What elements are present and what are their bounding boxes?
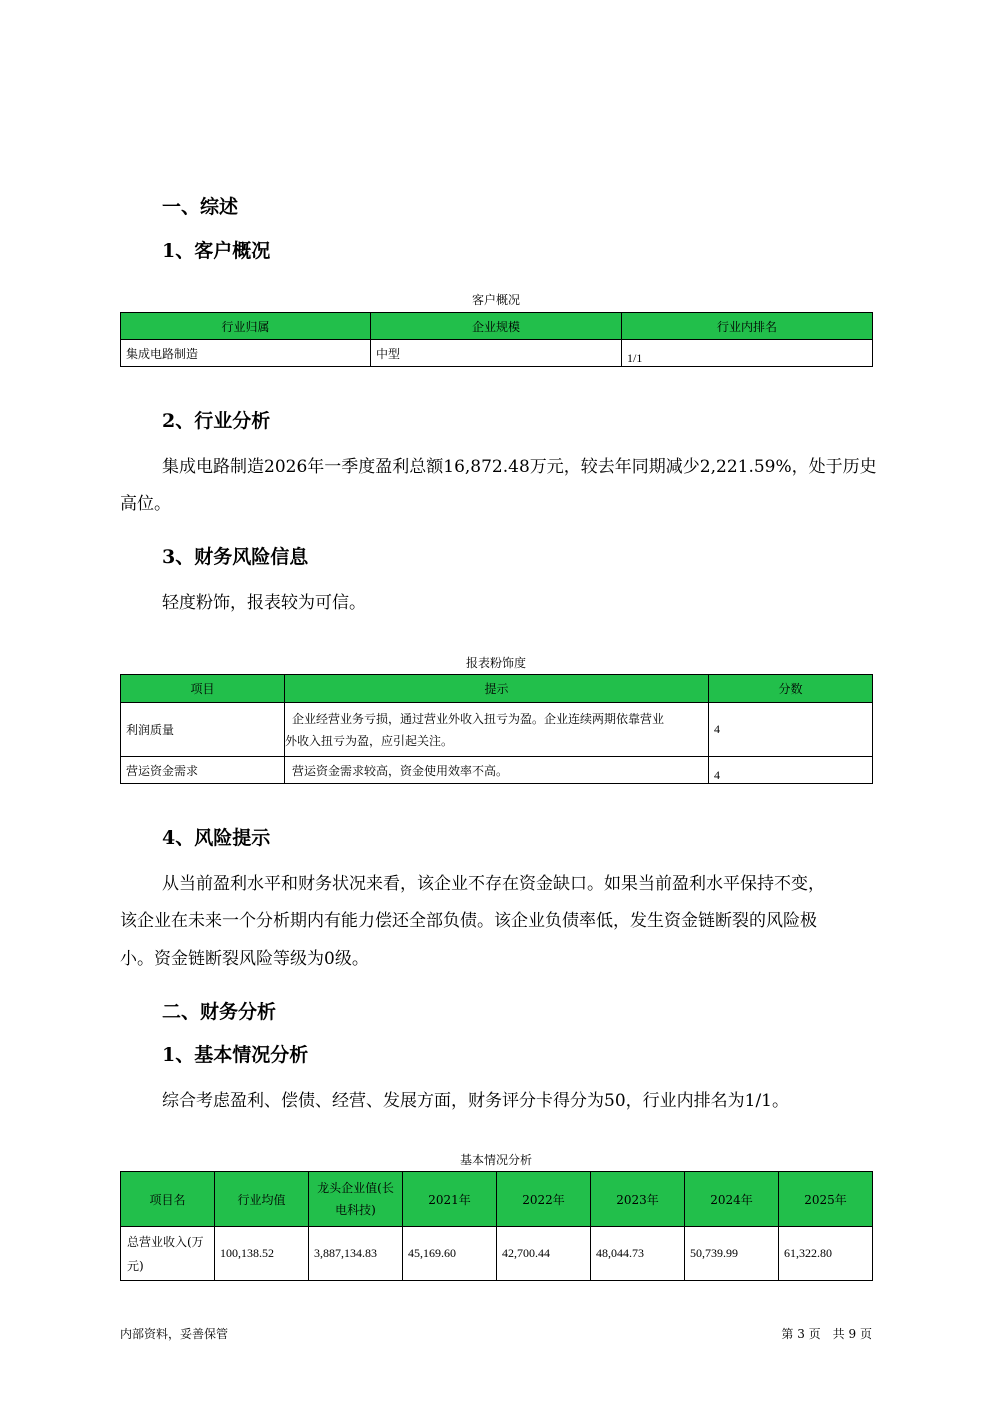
cell-rank: 1/1 xyxy=(622,340,873,367)
table-header-row xyxy=(121,1172,873,1227)
section-heading-overview: 一、综述 xyxy=(162,196,239,218)
section-heading-financial-analysis: 二、财务分析 xyxy=(162,1001,277,1023)
cell-value: 48,044.73 xyxy=(591,1227,685,1281)
table-caption-customer: 客户概况 xyxy=(471,293,520,307)
financial-risk-text: 轻度粉饰，报表较为可信。 xyxy=(162,593,366,613)
header-industry: 行业归属 xyxy=(121,313,371,340)
header-year: 2021年 xyxy=(403,1172,497,1227)
header-hint: 提示 xyxy=(285,675,709,703)
cell-value: 61,322.80 xyxy=(779,1227,873,1281)
header-score: 分数 xyxy=(709,675,873,703)
cell-score: 4 xyxy=(709,703,873,757)
subheading-customer-overview: 1、客户概况 xyxy=(162,240,271,262)
cell-item: 营运资金需求 xyxy=(121,757,285,784)
hint-line-2: 外收入扭亏为盈，应引起关注。 xyxy=(285,733,454,748)
customer-overview-table xyxy=(120,312,873,367)
cell-name: 总营业收入(万元) xyxy=(121,1227,215,1281)
cell-value: 45,169.60 xyxy=(403,1227,497,1281)
header-rank: 行业内排名 xyxy=(622,313,873,340)
table-row xyxy=(121,757,873,784)
industry-analysis-line2: 高位。 xyxy=(120,494,171,514)
header-item: 项目 xyxy=(121,675,285,703)
subheading-risk-warning: 4、风险提示 xyxy=(162,827,271,849)
cell-hint xyxy=(285,703,709,757)
table-header-row xyxy=(121,313,873,340)
table-caption-basic: 基本情况分析 xyxy=(459,1153,532,1167)
table-row xyxy=(121,1227,873,1281)
header-year: 2025年 xyxy=(779,1172,873,1227)
risk-warning-line3: 小。资金链断裂风险等级为0级。 xyxy=(120,949,369,969)
header-name: 项目名 xyxy=(121,1172,215,1227)
risk-warning-line2: 该企业在未来一个分析期内有能力偿还全部负债。该企业负债率低，发生资金链断裂的风险极 xyxy=(120,911,817,931)
subheading-basic-analysis: 1、基本情况分析 xyxy=(162,1044,309,1066)
basic-analysis-text: 综合考虑盈利、偿债、经营、发展方面，财务评分卡得分为50，行业内排名为1/1。 xyxy=(162,1091,789,1111)
table-row xyxy=(121,340,873,367)
header-industry-avg: 行业均值 xyxy=(215,1172,309,1227)
cell-scale: 中型 xyxy=(371,340,622,367)
table-caption-whitewash: 报表粉饰度 xyxy=(465,656,526,670)
table-row xyxy=(121,703,873,757)
page-total: 9 xyxy=(848,1327,857,1341)
hint-line-1: 企业经营业务亏损，通过营业外收入扭亏为盈。企业连续两期依靠营业 xyxy=(292,711,665,726)
cell-value: 3,887,134.83 xyxy=(309,1227,403,1281)
cell-value: 50,739.99 xyxy=(685,1227,779,1281)
basic-analysis-table xyxy=(120,1171,873,1281)
header-scale: 企业规模 xyxy=(371,313,622,340)
page-label-suffix: 页 xyxy=(859,1327,872,1341)
cell-value: 100,138.52 xyxy=(215,1227,309,1281)
page-current: 3 xyxy=(797,1327,805,1341)
risk-warning-line1: 从当前盈利水平和财务状况来看，该企业不存在资金缺口。如果当前盈利水平保持不变， xyxy=(162,874,825,894)
footer-page-number xyxy=(781,1325,872,1342)
cell-industry: 集成电路制造 xyxy=(121,340,371,367)
subheading-financial-risk: 3、财务风险信息 xyxy=(162,546,309,568)
cell-item: 利润质量 xyxy=(121,703,285,757)
cell-score: 4 xyxy=(709,757,873,784)
header-year: 2022年 xyxy=(497,1172,591,1227)
industry-analysis-line1: 集成电路制造2026年一季度盈利总额16,872.48万元，较去年同期减少2,221.59%，处于历史 xyxy=(162,457,877,477)
page-label-prefix: 第 xyxy=(781,1327,794,1341)
header-leader: 龙头企业值(长电科技) xyxy=(309,1172,403,1227)
footer-confidential: 内部资料，妥善保管 xyxy=(120,1327,229,1341)
whitewash-table xyxy=(120,674,873,784)
subheading-industry-analysis: 2、行业分析 xyxy=(162,410,271,432)
header-year: 2023年 xyxy=(591,1172,685,1227)
cell-value: 42,700.44 xyxy=(497,1227,591,1281)
cell-hint: 营运资金需求较高，资金使用效率不高。 xyxy=(285,757,709,784)
page-label-mid: 页 共 xyxy=(808,1327,845,1341)
header-year: 2024年 xyxy=(685,1172,779,1227)
table-header-row xyxy=(121,675,873,703)
